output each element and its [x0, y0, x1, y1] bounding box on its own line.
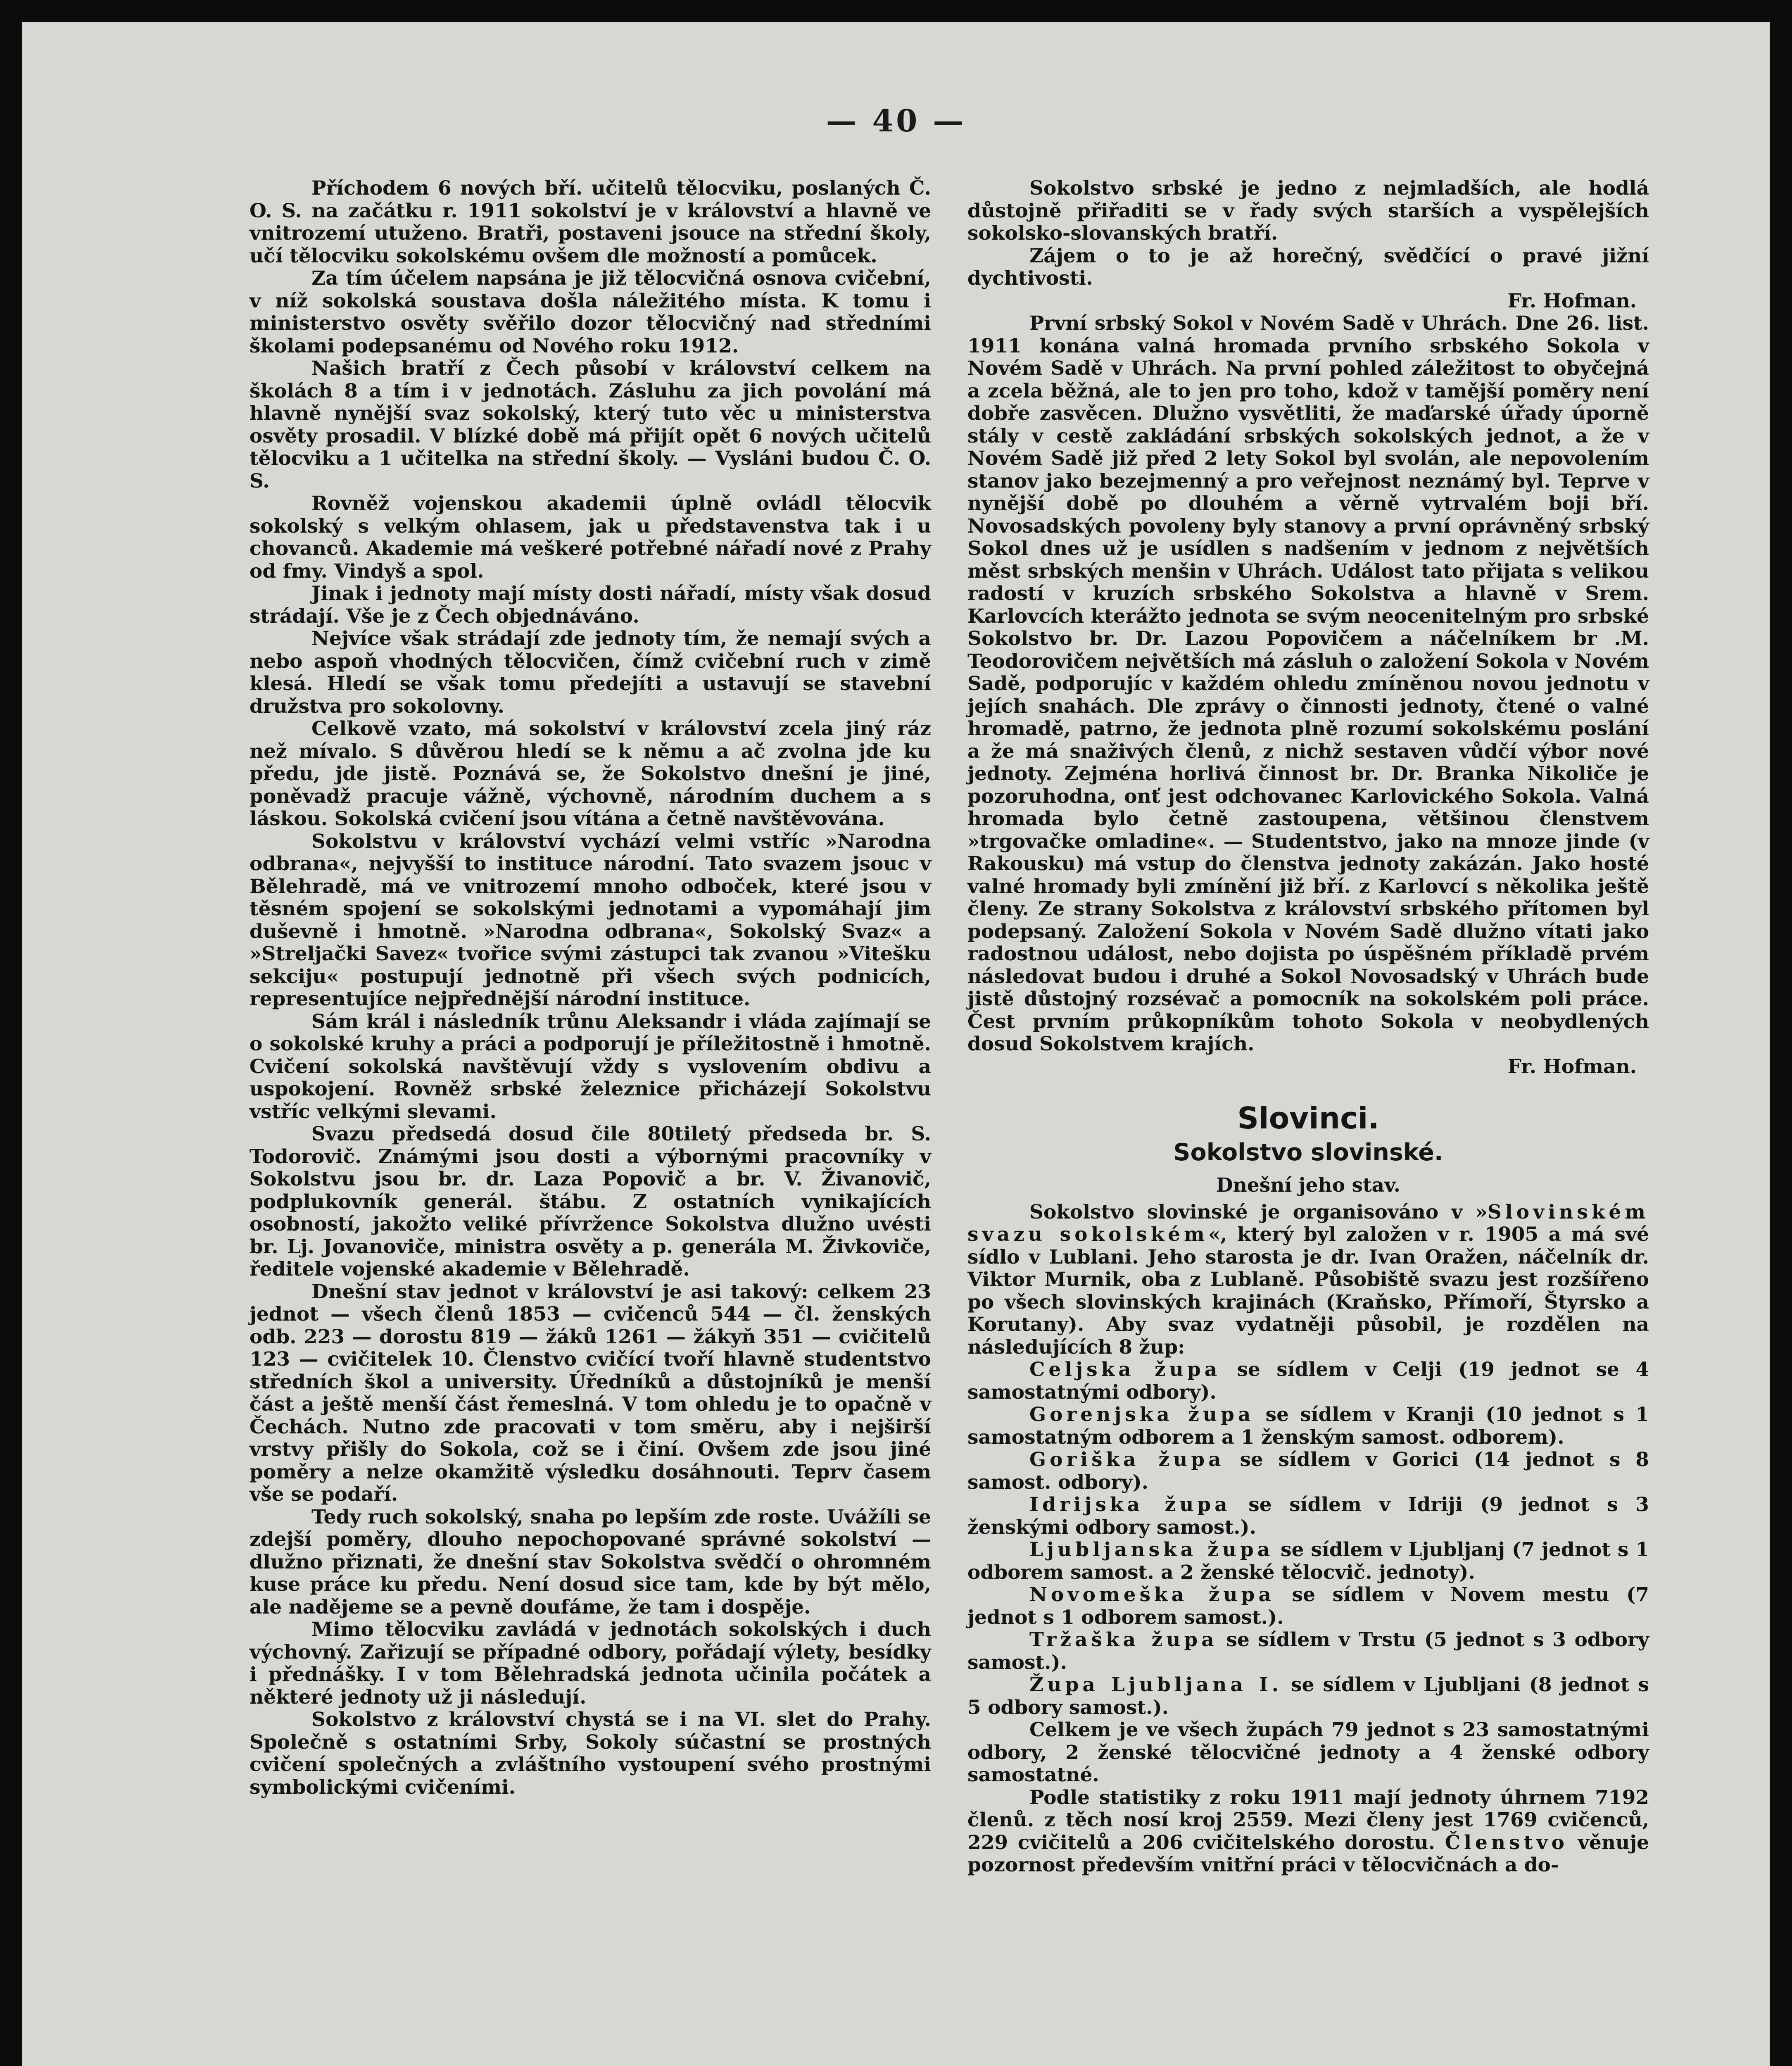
zupa-item	[967, 1404, 1649, 1449]
document-page	[22, 22, 1770, 2066]
paragraph: Sokolstvo srbské je jedno z nejmladších, ale hodlá důstojně přiřaditi se v řady svých starších a vyspělejších sokolsko-slovanských bratří.	[967, 177, 1649, 245]
article-lead: První srbský Sokol v Novém Sadě v Uhrách.	[1029, 312, 1508, 335]
text-run: Podle statistiky z roku 1911 mají jednoty úhrnem 7192 členů. z těch nosí kroj 2559. Mezi členy jest 1769 cvičenců, 229 cvičitelů a 206 cvičitelského dorostu.	[967, 1786, 1649, 1854]
paragraph: Celkem je ve všech župách 79 jednot s 23 samostatnými odbory, 2 ženské tělocvičné jednoty a 4 ženské odbory samostatné.	[967, 1718, 1649, 1786]
paragraph: Svazu předsedá dosud čile 80tiletý předseda br. S. Todorovič. Známými jsou dosti a výbornými pracovníky v Sokolstvu jsou br. dr. Laza Popovič a br. V. Živanovič, podplukovník generál. štábu. Z ostatních vynikajících osobností, jakožto veliké přívržence Sokolstva dlužno uvésti br. Lj. Jovanoviče, ministra osvěty a p. generála M. Živkoviče, ředitele vojenské akademie v Bělehradě.	[250, 1123, 931, 1281]
paragraph: Tedy ruch sokolský, snaha po lepším zde roste. Uvážíli se zdejší poměry, dlouho nepochopované správné sokolství — dlužno přiznati, že dnešní stav Sokolstva svědčí o ohromném kuse práce ku předu. Není dosud sice tam, kde by být mělo, ale nadějeme se a pevně doufáme, že tam i dospěje.	[250, 1505, 931, 1619]
paragraph: Zájem o to je až horečný, svědčící o pravé jižní dychtivosti.	[967, 244, 1649, 290]
zupa-text: se sídlem v Gorici (14 jednot s 8 samost. odbory).	[967, 1448, 1649, 1494]
left-column	[250, 177, 931, 1799]
zupa-name: Idrijska župa	[1029, 1493, 1231, 1516]
zupa-text: se sídlem v Ljubljanj (7 jednot s 1 odborem samost. a 2 ženské tělocvič. jednoty).	[967, 1538, 1649, 1584]
article-text: Dne 26. list. 1911 konána valná hromada prvního srbského Sokola v Novém Sadě v Uhrách. Na první pohled záležitost to obyčejná a zcela běžná, ale to jen pro toho, kdož v tamější poměry není dobře zasvěcen. Dlužno vysvětliti, že maďarské úřady úporně stály v cestě zakládání srbských sokolských jednot, a že v Novém Sadě již před 2 lety Sokol byl svolán, ale nepovolením stanov jako bezejmenný a pro veřejnost neznámý byl. Teprve v nynější době po dlouhém a věrně vytrvalém boji bří. Novosadských povoleny byly stanovy a první oprávněný srbský Sokol dnes už je usídlen s nadšením v jednom z největších měst srbských menšin v Uhrách. Událost tato přijata s velikou radostí v kruzích srbského Sokolstva a hlavně v Srem. Karlovcích kterážto jednota se svým neocenitelným pro srbské Sokolstvo br. Dr. Lazou Popovičem a náčelníkem br .M. Teodorovičem největších má zásluh o založení Sokola v Novém Sadě, podporujíc v každém ohledu zmíněnou novou jednotu v jejích snahách. Dle zprávy o činnosti jednoty, čtené o valné hromadě, patrno, že jednota plně rozumí sokolskému poslání a že má snaživých členů, z nichž sestaven vůdčí výbor nové jednoty. Zejména horlivá činnost br. Dr. Branka Nikoliče je pozoruhodna, onť jest odchovanec Karlovického Sokola. Valná hromada bylo četně zastoupena, většinou členstvem »trgovačke omladine«. — Studentstvo, jako na mnoze jinde (v Rakousku) má vstup do členstva jednoty zakázán. Jako hosté valné hromady byli zmínění již bří. z Karlovcí s několika ještě členy. Ze strany Sokolstva z království srbského přítomen byl podepsaný. Založení Sokola v Novém Sadě dlužno vítati jako radostnou událost, nebo dojista po úspěšném příkladě prvém následovat budou i druhé a Sokol Novosadský v Uhrách bude jistě důstojný rozsévač a pomocník na sokolském poli práce. Čest prvním průkopníkům tohoto Sokola v neobydlených dosud Sokolstvem krajích.	[967, 312, 1649, 1055]
paragraph: Rovněž vojenskou akademii úplně ovládl tělocvik sokolský s velkým ohlasem, jak u představenstva tak i u chovanců. Akademie má veškeré potřebné nářadí nové z Prahy od fmy. Vindyš a spol.	[250, 492, 931, 583]
paragraph: Nejvíce však strádají zde jednoty tím, že nemají svých a nebo aspoň vhodných tělocvičen, čímž cvičební ruch v zimě klesá. Hledí se však tomu předejíti a ustavují se stavební družstva pro sokolovny.	[250, 627, 931, 718]
paragraph: Za tím účelem napsána je již tělocvičná osnova cvičební, v níž sokolská soustava došla náležitého místa. K tomu i ministerstvo osvěty svěřilo dozor tělocvičný nad středními školami podepsanému od Nového roku 1912.	[250, 267, 931, 357]
section-subheading: Sokolstvo slovinské.	[1173, 1138, 1443, 1166]
zupa-text: se sídlem v Novem mestu (7 jednot s 1 odborem samost.).	[967, 1583, 1649, 1629]
paragraph	[967, 312, 1649, 1056]
zupa-item	[967, 1674, 1649, 1719]
signature: Fr. Hofman.	[1507, 1055, 1637, 1078]
paragraph: Jinak i jednoty mají místy dosti nářadí, místy však dosud strádají. Vše je z Čech objednáváno.	[250, 582, 931, 628]
paragraph: Celkově vzato, má sokolství v království zcela jiný ráz než mívalo. S důvěrou hledí se k němu a ač zvolna jde ku předu, jde jistě. Poznává se, že Sokolstvo dnešní je jiné, poněvadž pracuje vážně, výchovně, národním duchem a s láskou. Sokolská cvičení jsou vítána a četně navštěvována.	[250, 717, 931, 830]
section-heading: Slovinci.	[1237, 1101, 1379, 1135]
zupa-text: se sídlem v Trstu (5 jednot s 3 odbory samost.).	[967, 1628, 1649, 1674]
zupa-item	[967, 1449, 1649, 1494]
paragraph: Sokolstvo z království chystá se i na VI. slet do Prahy. Společně s ostatními Srby, Sokoly súčastní se prostných cvičení společných a zvláštního vystoupení svého prostnými symbolickými cvičeními.	[250, 1708, 931, 1799]
zupa-item	[967, 1629, 1649, 1674]
paragraph	[967, 1787, 1649, 1877]
spaced-name: Slovinském svazu sokolském	[967, 1200, 1649, 1246]
zupa-text: se sídlem v Idriji (9 jednot s 3 ženskými odbory samost.).	[967, 1493, 1649, 1539]
zupa-name: Tržaška župa	[1029, 1628, 1218, 1651]
zupa-item	[967, 1359, 1649, 1404]
text-run: věnuje pozornost především vnitřní práci v tělocvičnách a do-	[967, 1831, 1649, 1876]
paragraph: Příchodem 6 nových bří. učitelů tělocviku, poslaných Č. O. S. na začátku r. 1911 sokolství je v království a hlavně ve vnitrozemí utuženo. Bratři, postaveni jsouce na střední školy, učí tělocviku sokolskému ovšem dle možností a pomůcek.	[250, 177, 931, 267]
spaced-word: Členstvo	[1445, 1831, 1568, 1854]
paragraph: Sokolstvu v království vychází velmi vstříc »Narodna odbrana«, nejvyšší to instituce národní. Tato svazem jsouc v Bělehradě, má ve vnitrozemí mnoho odboček, které jsou v těsném spojení se sokolskými jednotami a vypomáhají jim duševně i hmotně. »Narodna odbrana«, Sokolský Svaz« a »Streljački Savez« tvořice svými zástupci tak zvanou »Vitešku sekciju« postupují jednotně při všech svých podnicích, representujíce nejpřednější národní instituce.	[250, 830, 931, 1010]
zupa-name: Župa Ljubljana I.	[1029, 1673, 1283, 1696]
zupa-name: Goriška župa	[1029, 1448, 1225, 1471]
zupa-item	[967, 1494, 1649, 1539]
zupa-text: se sídlem v Ljubljani (8 jednot s 5 odbory samost.).	[967, 1673, 1649, 1719]
right-column	[967, 177, 1649, 1877]
zupa-name: Celjska župa	[1029, 1358, 1221, 1381]
text-run: Sokolstvo slovinské je organisováno v »	[1029, 1200, 1488, 1223]
zupa-item	[967, 1539, 1649, 1584]
zupa-name: Gorenjska župa	[1029, 1403, 1255, 1426]
paragraph: Dnešní stav jednot v království je asi takový: celkem 23 jednot — všech členů 1853 — cvičenců 544 — čl. ženských odb. 223 — dorostu 819 — žáků 1261 — žákyň 351 — cvičitelů 123 — cvičitelek 10. Členstvo cvičící tvoří hlavně studentstvo středních škol a university. Úředníků a důstojníků je menší část a ještě menší část řemeslná. V tom ohledu je to opačně v Čechách. Nutno zde pracovati v tom směru, aby i nejširší vrstvy přišly do Sokola, což se i činí. Ovšem zde jsou jiné poměry a nelze okamžitě výsledku dosáhnouti. Teprv časem vše se podaří.	[250, 1280, 931, 1506]
signature: Fr. Hofman.	[1507, 289, 1637, 312]
paragraph: Našich bratří z Čech působí v království celkem na školách 8 a tím i v jednotách. Zásluhu za jich povolání má hlavně nynější svaz sokolský, který tuto věc u ministerstva osvěty prosadil. V blízké době má přijít opět 6 nových učitelů tělocviku a 1 učitelka na střední školy. — Vysláni budou Č. O. S.	[250, 357, 931, 493]
page-number: — 40 —	[826, 103, 966, 139]
zupa-text: se sídlem v Celji (19 jednot se 4 samostatnými odbory).	[967, 1358, 1649, 1404]
paragraph	[967, 1201, 1649, 1359]
zupa-item	[967, 1584, 1649, 1629]
text-run: «, který byl založen v r. 1905 a má své sídlo v Lublani. Jeho starosta je dr. Ivan Oražen, náčelník dr. Viktor Murnik, oba z Lublaně. Působiště svazu jest rozšířeno po všech slovinských krajinách (Kraňsko, Přímoří, Štyrsko a Korutany). Aby svaz vydatněji působil, je rozdělen na následujících 8 žup:	[967, 1223, 1649, 1359]
section-subsubheading: Dnešní jeho stav.	[1216, 1174, 1401, 1197]
zupa-name: Novomeška župa	[1029, 1583, 1275, 1606]
paragraph: Sám král i následník trůnu Aleksandr i vláda zajímají se o sokolské kruhy a práci a podporují je příležitostně i hmotně. Cvičení sokolská navštěvují vždy s vyslovením obdivu a uspokojení. Rovněž srbské železnice přicházejí Sokolstvu vstříc velkými slevami.	[250, 1010, 931, 1123]
zupa-name: Ljubljanska župa	[1029, 1538, 1274, 1561]
paragraph: Mimo tělocviku zavládá v jednotách sokolských i duch výchovný. Zařizují se případné odbory, pořádají výlety, besídky i přednášky. I v tom Bělehradská jednota učinila počátek a některé jednoty už ji následují.	[250, 1618, 931, 1709]
zupa-text: se sídlem v Kranji (10 jednot s 1 samostatným odborem a 1 ženským samost. odborem).	[967, 1403, 1649, 1449]
